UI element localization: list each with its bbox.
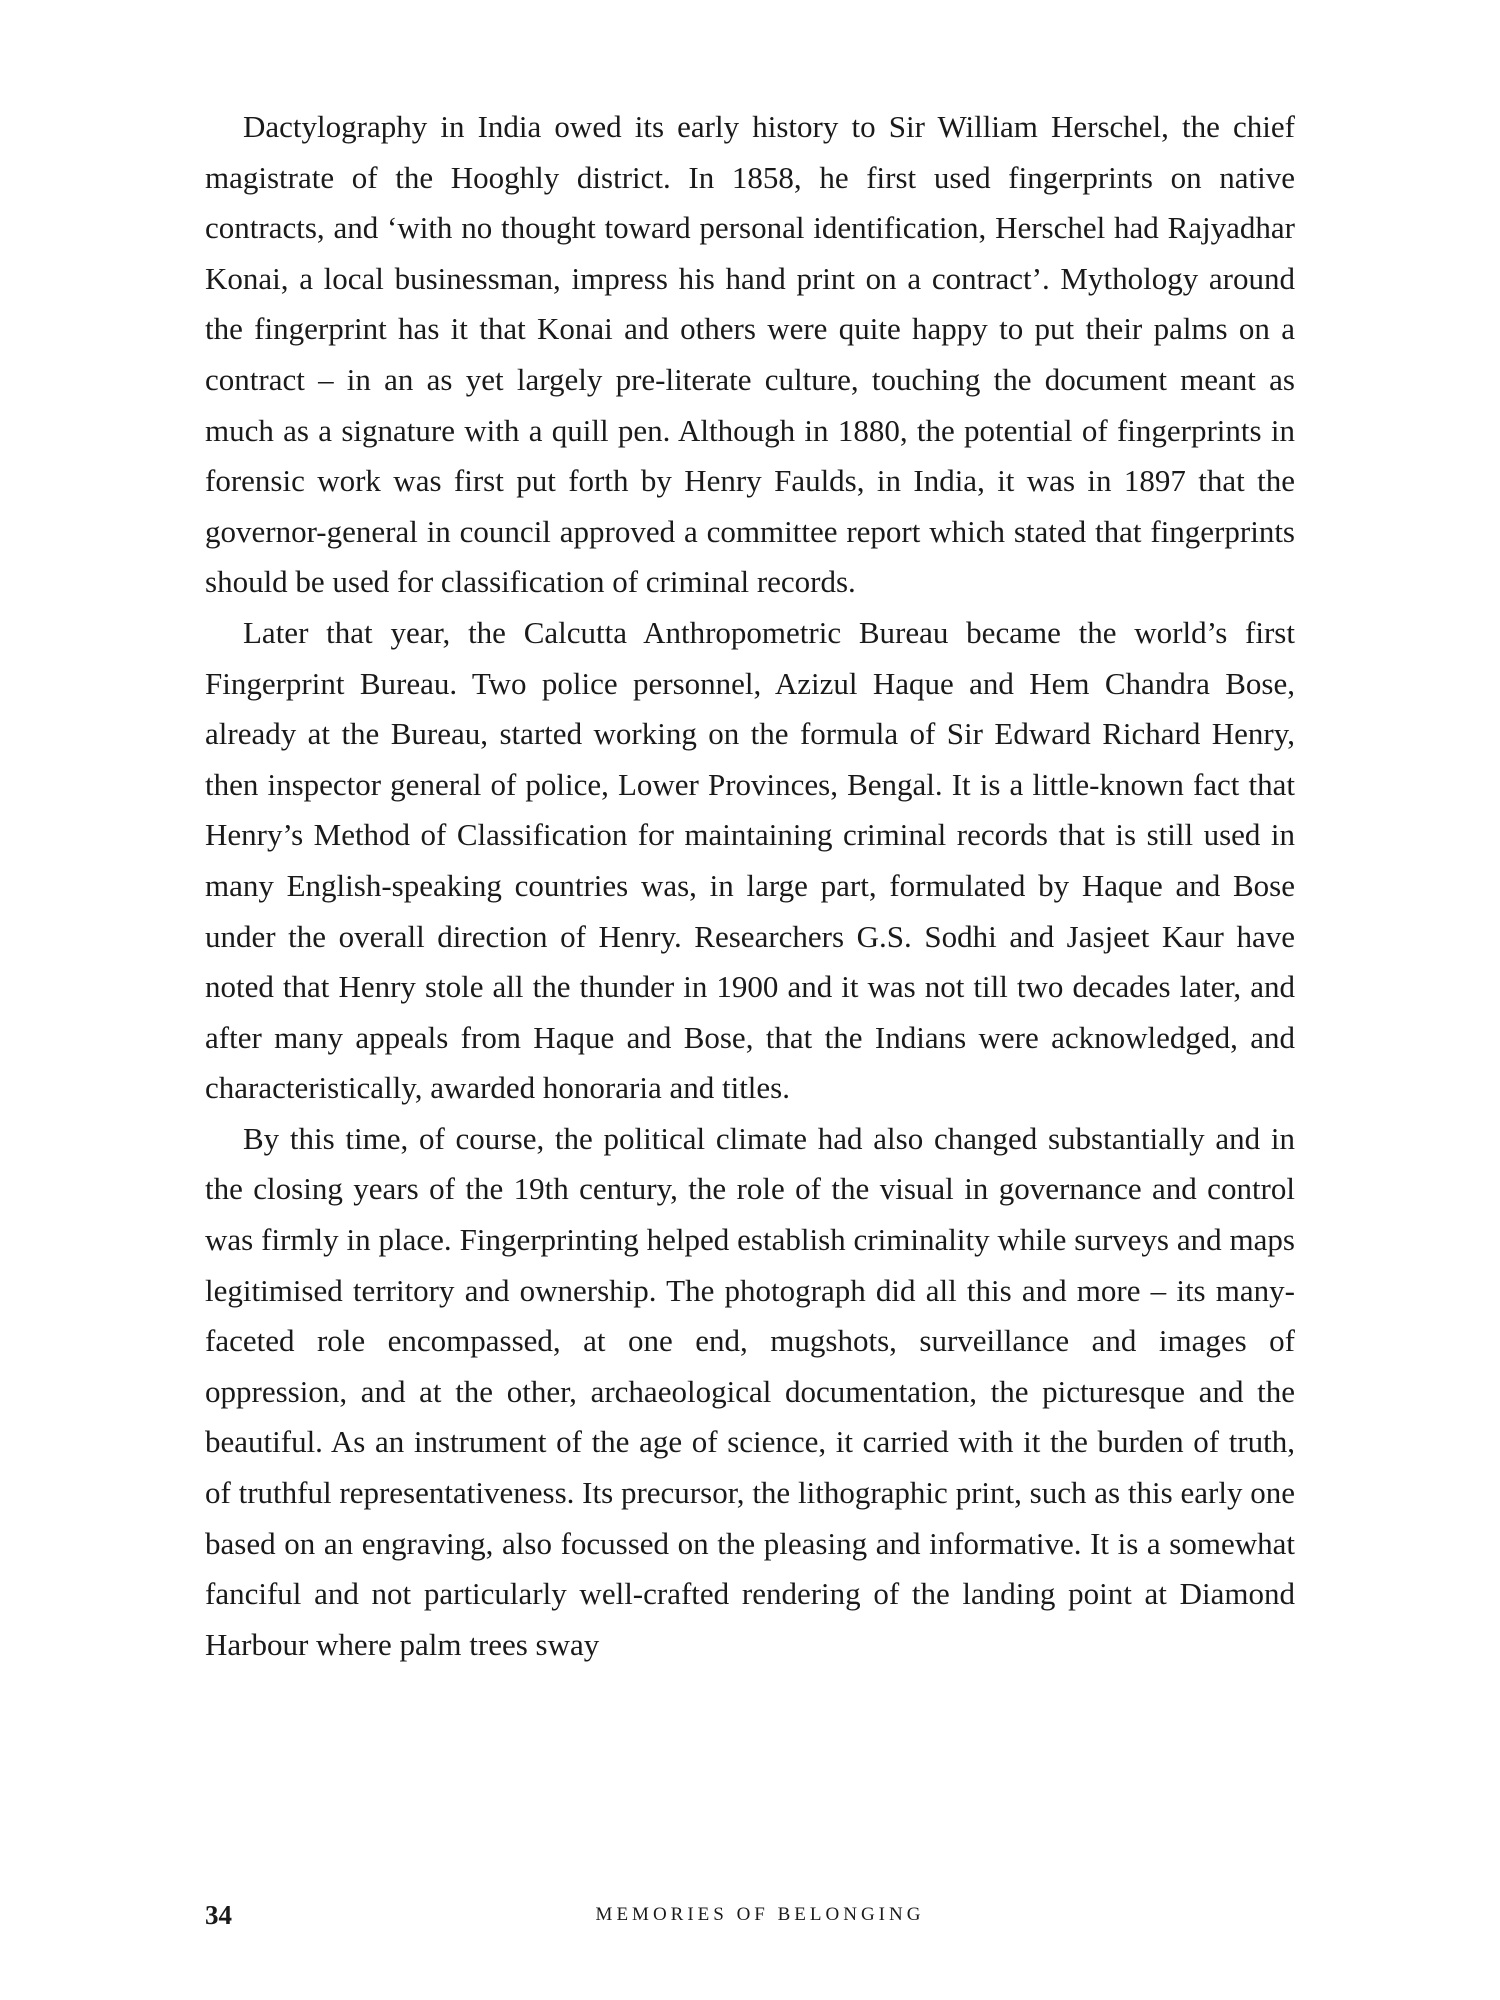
paragraph-political-climate: By this time, of course, the political climate had also changed substantially and in the closing years of the 19th century, the role of the visual in governance and control was firmly in place. Fingerprinting helped establish criminality while surveys and maps legitimised territory and ownership. The photograph did all this and more – its many-faceted role encompassed, at one end, mugshots, surveillance and images of oppression, and at the other, archaeological documentation, the picturesque and the beautiful. As an instrument of the age of science, it carried with it the burden of truth, of truthful representativeness. Its precursor, the lithographic print, such as this early one based on an engraving, also focussed on the pleasing and informative. It is a somewhat fanciful and not particularly well-crafted rendering of the landing point at Diamond Harbour where palm trees sway: [205, 1120, 1295, 1662]
running-title: MEMORIES OF BELONGING: [595, 1904, 925, 1925]
paragraph-dactylography: Dactylography in India owed its early history to Sir William Herschel, the chief magistrate of the Hooghly district. In 1858, he first used fingerprints on native contracts, and ‘with no thought toward personal identification, Herschel had Rajyadhar Konai, a local businessman, impress his hand print on a contract’. Mythology around the fingerprint has it that Konai and others were quite happy to put their palms on a contract – in an as yet largely pre-literate culture, touching the document meant as much as a signature with a quill pen. Although in 1880, the potential of fingerprints in forensic work was first put forth by Henry Faulds, in India, it was in 1897 that the governor-general in council approved a committee report which stated that fingerprints should be used for classification of criminal records.: [205, 109, 1295, 600]
body-text: [205, 102, 1295, 1670]
page-footer: [205, 1900, 1295, 1940]
page-number: 34: [205, 1900, 232, 1930]
paragraph-fingerprint-bureau: Later that year, the Calcutta Anthropometric Bureau became the world’s first Fingerprint Bureau. Two police personnel, Azizul Haque and Hem Chandra Bose, already at the Bureau, started working on the formula of Sir Edward Richard Henry, then inspector general of police, Lower Provinces, Bengal. It is a little-known fact that Henry’s Method of Classification for maintaining criminal records that is still used in many English-speaking countries was, in large part, formulated by Haque and Bose under the overall direction of Henry. Researchers G.S. Sodhi and Jasjeet Kaur have noted that Henry stole all the thunder in 1900 and it was not till two decades later, and after many appeals from Haque and Bose, that the Indians were acknowledged, and characteristically, awarded honoraria and titles.: [205, 614, 1295, 1106]
